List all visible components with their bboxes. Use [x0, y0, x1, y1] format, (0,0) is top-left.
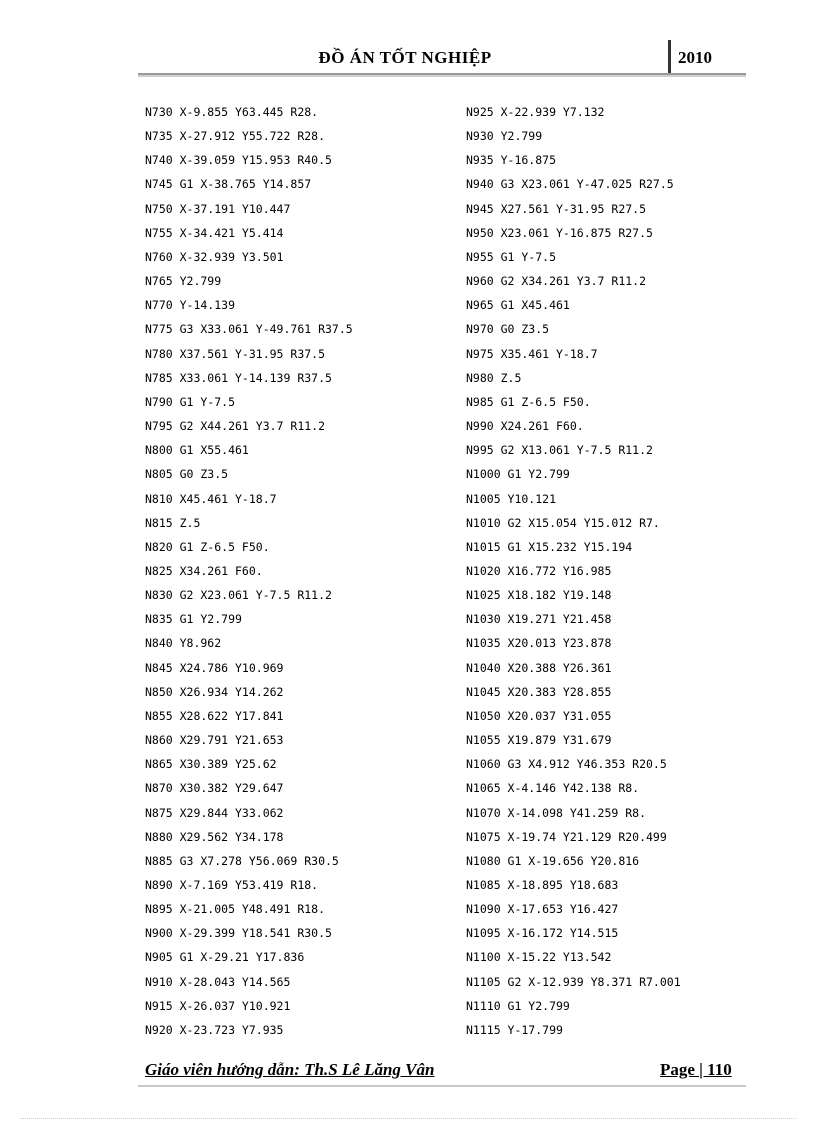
- gcode-line: N920 X-23.723 Y7.935: [145, 1022, 284, 1037]
- gcode-line: N1020 X16.772 Y16.985: [466, 563, 612, 578]
- gcode-line: N950 X23.061 Y-16.875 R27.5: [466, 225, 653, 240]
- gcode-line: N1095 X-16.172 Y14.515: [466, 926, 619, 941]
- gcode-right-column: [466, 100, 681, 1042]
- gcode-line: N880 X29.562 Y34.178: [145, 829, 284, 844]
- gcode-line: N940 G3 X23.061 Y-47.025 R27.5: [466, 177, 674, 192]
- gcode-line: N825 X34.261 F60.: [145, 563, 263, 578]
- gcode-line: N1070 X-14.098 Y41.259 R8.: [466, 805, 647, 820]
- footer-rule: [138, 1085, 746, 1087]
- gcode-line: N1065 X-4.146 Y42.138 R8.: [466, 781, 640, 796]
- gcode-line: N1085 X-18.895 Y18.683: [466, 878, 619, 892]
- gcode-line: N1015 G1 X15.232 Y15.194: [466, 539, 633, 554]
- document-title: ĐỒ ÁN TỐT NGHIỆP: [318, 48, 492, 67]
- gcode-line: N900 X-29.399 Y18.541 R30.5: [145, 926, 332, 941]
- gcode-line: N1030 X19.271 Y21.458: [466, 612, 612, 627]
- gcode-line: N945 X27.561 Y-31.95 R27.5: [466, 201, 647, 216]
- gcode-line: N860 X29.791 Y21.653: [145, 733, 284, 748]
- gcode-line: N850 X26.934 Y14.262: [145, 684, 284, 699]
- gcode-line: N820 G1 Z-6.5 F50.: [145, 539, 270, 554]
- gcode-line: N835 G1 Y2.799: [145, 612, 242, 627]
- gcode-line: N790 G1 Y-7.5: [145, 394, 236, 409]
- gcode-line: N785 X33.061 Y-14.139 R37.5: [145, 370, 332, 385]
- gcode-line: N1050 X20.037 Y31.055: [466, 708, 612, 723]
- gcode-line: N935 Y-16.875: [466, 153, 557, 168]
- gcode-line: N875 X29.844 Y33.062: [145, 805, 284, 820]
- gcode-line: N890 X-7.169 Y53.419 R18.: [145, 878, 319, 892]
- gcode-line: N930 Y2.799: [466, 129, 543, 144]
- gcode-line: N985 G1 Z-6.5 F50.: [466, 394, 591, 409]
- gcode-line: N995 G2 X13.061 Y-7.5 R11.2: [466, 443, 653, 458]
- document-year: 2010: [678, 48, 712, 67]
- gcode-line: N870 X30.382 Y29.647: [145, 781, 284, 796]
- gcode-line: N1080 G1 X-19.656 Y20.816: [466, 853, 640, 868]
- gcode-line: N765 Y2.799: [145, 274, 222, 289]
- gcode-line: N1100 X-15.22 Y13.542: [466, 950, 612, 965]
- gcode-line: N1060 G3 X4.912 Y46.353 R20.5: [466, 757, 667, 772]
- gcode-line: N1055 X19.879 Y31.679: [466, 733, 612, 748]
- gcode-left-column: [145, 100, 353, 1042]
- gcode-line: N1115 Y-17.799: [466, 1022, 563, 1037]
- gcode-line: N780 X37.561 Y-31.95 R37.5: [145, 346, 326, 361]
- gcode-line: N990 X24.261 F60.: [466, 419, 584, 434]
- gcode-line: N1005 Y10.121: [466, 491, 557, 506]
- gcode-line: N735 X-27.912 Y55.722 R28.: [145, 129, 326, 144]
- gcode-line: N960 G2 X34.261 Y3.7 R11.2: [466, 274, 647, 289]
- gcode-line: N750 X-37.191 Y10.447: [145, 201, 291, 216]
- gcode-line: N1105 G2 X-12.939 Y8.371 R7.001: [466, 974, 681, 989]
- gcode-line: N855 X28.622 Y17.841: [145, 708, 284, 723]
- gcode-line: N815 Z.5: [145, 515, 201, 530]
- gcode-line: N885 G3 X7.278 Y56.069 R30.5: [145, 853, 339, 868]
- gcode-line: N955 G1 Y-7.5: [466, 249, 557, 264]
- gcode-line: N775 G3 X33.061 Y-49.761 R37.5: [145, 322, 353, 337]
- page-number: Page | 110: [660, 1060, 732, 1079]
- gcode-line: N1040 X20.388 Y26.361: [466, 660, 612, 675]
- gcode-line: N1075 X-19.74 Y21.129 R20.499: [466, 829, 667, 844]
- gcode-line: N895 X-21.005 Y48.491 R18.: [145, 902, 326, 917]
- gcode-line: N980 Z.5: [466, 370, 522, 385]
- gcode-line: N760 X-32.939 Y3.501: [145, 249, 284, 264]
- gcode-line: N730 X-9.855 Y63.445 R28.: [145, 105, 319, 119]
- gcode-line: N800 G1 X55.461: [145, 443, 249, 458]
- gcode-line: N1035 X20.013 Y23.878: [466, 636, 612, 651]
- gcode-line: N1000 G1 Y2.799: [466, 467, 570, 482]
- gcode-line: N840 Y8.962: [145, 636, 222, 651]
- gcode-line: N745 G1 X-38.765 Y14.857: [145, 177, 312, 192]
- gcode-line: N805 G0 Z3.5: [145, 467, 229, 482]
- gcode-line: N970 G0 Z3.5: [466, 322, 550, 337]
- gcode-line: N1025 X18.182 Y19.148: [466, 588, 612, 603]
- gcode-line: N770 Y-14.139: [145, 298, 236, 313]
- gcode-line: N740 X-39.059 Y15.953 R40.5: [145, 153, 332, 168]
- gcode-line: N910 X-28.043 Y14.565: [145, 974, 291, 989]
- gcode-line: N810 X45.461 Y-18.7: [145, 491, 277, 506]
- gcode-line: N845 X24.786 Y10.969: [145, 660, 284, 675]
- header-rule: [138, 73, 746, 75]
- gcode-line: N1010 G2 X15.054 Y15.012 R7.: [466, 515, 660, 530]
- header-divider: [668, 40, 671, 74]
- gcode-line: N975 X35.461 Y-18.7: [466, 346, 598, 361]
- gcode-line: N1110 G1 Y2.799: [466, 998, 570, 1013]
- advisor-line: Giáo viên hướng dẫn: Th.S Lê Lăng Vân: [145, 1060, 435, 1079]
- gcode-line: N830 G2 X23.061 Y-7.5 R11.2: [145, 588, 332, 603]
- gcode-line: N755 X-34.421 Y5.414: [145, 225, 284, 240]
- page-edge-dotted: [20, 1118, 796, 1119]
- gcode-line: N865 X30.389 Y25.62: [145, 757, 277, 772]
- gcode-line: N1090 X-17.653 Y16.427: [466, 902, 619, 917]
- gcode-line: N1045 X20.383 Y28.855: [466, 684, 612, 699]
- gcode-line: N915 X-26.037 Y10.921: [145, 998, 291, 1013]
- gcode-line: N795 G2 X44.261 Y3.7 R11.2: [145, 419, 326, 434]
- gcode-line: N965 G1 X45.461: [466, 298, 570, 313]
- gcode-line: N905 G1 X-29.21 Y17.836: [145, 950, 305, 965]
- gcode-line: N925 X-22.939 Y7.132: [466, 105, 605, 119]
